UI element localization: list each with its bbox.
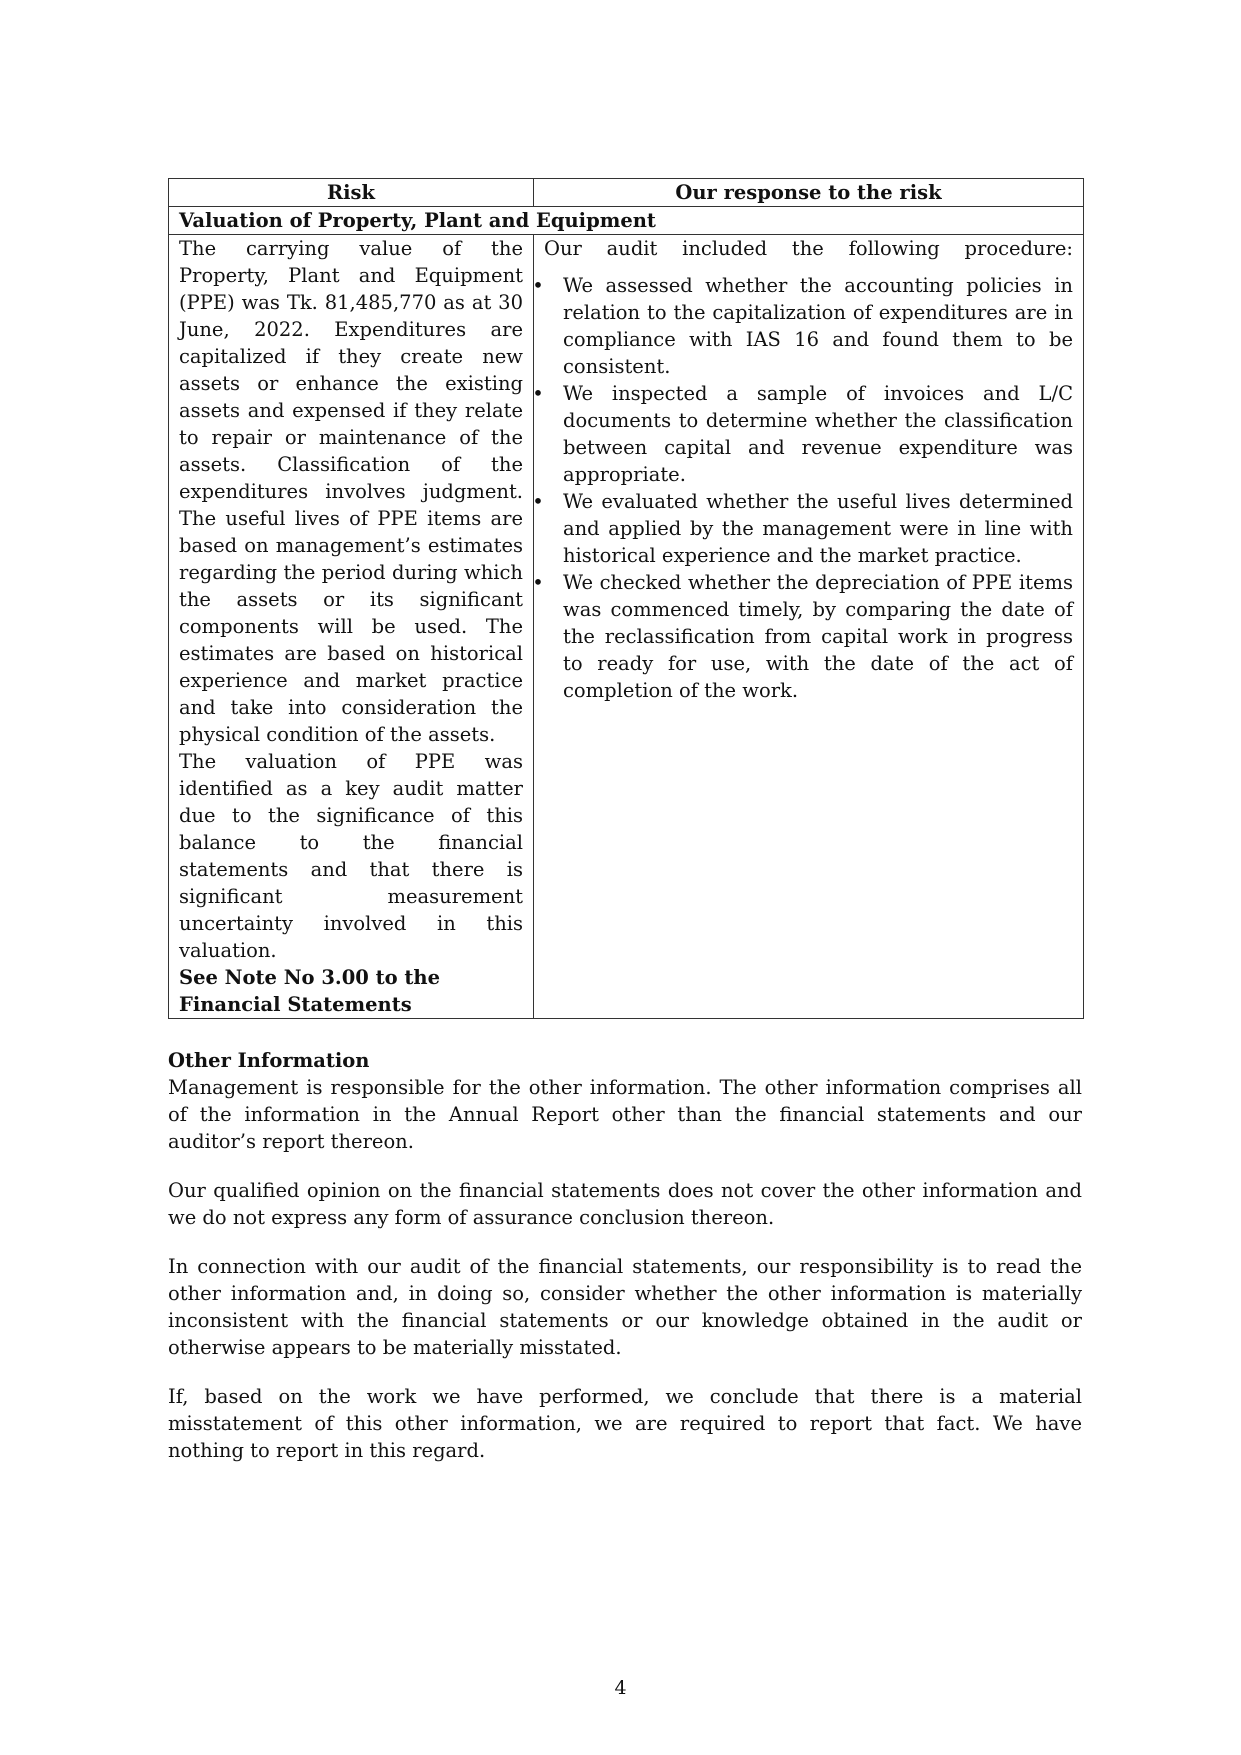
risk-paragraph: The carrying value of the Property, Plant and Equipment (PPE) was Tk. 81,485,770 as at 30 June, 2022. Expenditures are capitalized if they create new assets or enhance the existing assets and expensed if they relate to repair or maintenance of the assets. Classification of the expenditures involves judgment. The useful lives of PPE items are based on management’s estimates regarding the period during which the assets or its significant components will be used. The estimates are based on historical experience and market practice and take into consideration the physical condition of the assets. xyxy=(179,237,523,746)
bullet-icon: • xyxy=(532,274,544,297)
list-item xyxy=(532,272,1073,380)
table-header-row xyxy=(169,179,1084,207)
page-content xyxy=(168,178,1082,1486)
procedure-text: We checked whether the depreciation of PPE items was commenced timely, by comparing the date of the reclassification from capital work in progress to ready for use, with the date of the act of completion of the work. xyxy=(563,571,1073,702)
bullet-icon: • xyxy=(532,382,544,405)
risk-note: See Note No 3.00 to the Financial Statements xyxy=(179,966,441,1016)
risk-cell xyxy=(169,235,534,1019)
section-title: Valuation of Property, Plant and Equipment xyxy=(169,207,1084,235)
bullet-icon: • xyxy=(532,490,544,513)
list-item xyxy=(532,569,1073,704)
procedure-list xyxy=(532,272,1073,704)
risk-column-header: Risk xyxy=(169,179,534,207)
body-paragraph: Management is responsible for the other information. The other information comprises all of the information in the Annual Report other than the financial statements and our auditor’s report thereon. xyxy=(168,1076,1082,1153)
response-cell xyxy=(534,235,1084,1019)
response-column-header: Our response to the risk xyxy=(534,179,1084,207)
body-paragraph: If, based on the work we have performed, we conclude that there is a material misstatement of this other information, we are required to report that fact. We have nothing to report in this regard. xyxy=(168,1385,1082,1462)
body-paragraph: In connection with our audit of the financial statements, our responsibility is to read the other information and, in doing so, consider whether the other information is materially inconsistent with the financial statements or our knowledge obtained in the audit or otherwise appears to be materially misstated. xyxy=(168,1255,1082,1359)
body-paragraph: Our qualified opinion on the financial statements does not cover the other information and we do not express any form of assurance conclusion thereon. xyxy=(168,1179,1082,1229)
procedure-text: We evaluated whether the useful lives determined and applied by the management were in line with historical experience and the market practice. xyxy=(563,490,1073,567)
page-number: 4 xyxy=(614,1677,627,1699)
list-item xyxy=(532,380,1073,488)
other-information-section xyxy=(168,1047,1082,1464)
list-item xyxy=(532,488,1073,569)
section-heading: Other Information xyxy=(168,1049,370,1072)
table-row xyxy=(169,235,1084,1019)
risk-paragraph: The valuation of PPE was identified as a key audit matter due to the significance of this balance to the financial statements and that there is significant measurement uncertainty involved in this valuation. xyxy=(179,750,523,962)
table-section-row xyxy=(169,207,1084,235)
response-intro: Our audit included the following procedure: xyxy=(544,237,1073,260)
bullet-icon: • xyxy=(532,571,544,594)
procedure-text: We inspected a sample of invoices and L/C documents to determine whether the classification between capital and revenue expenditure was appropriate. xyxy=(563,382,1073,486)
key-audit-matter-table xyxy=(168,178,1084,1019)
procedure-text: We assessed whether the accounting policies in relation to the capitalization of expenditures are in compliance with IAS 16 and found them to be consistent. xyxy=(563,274,1073,378)
